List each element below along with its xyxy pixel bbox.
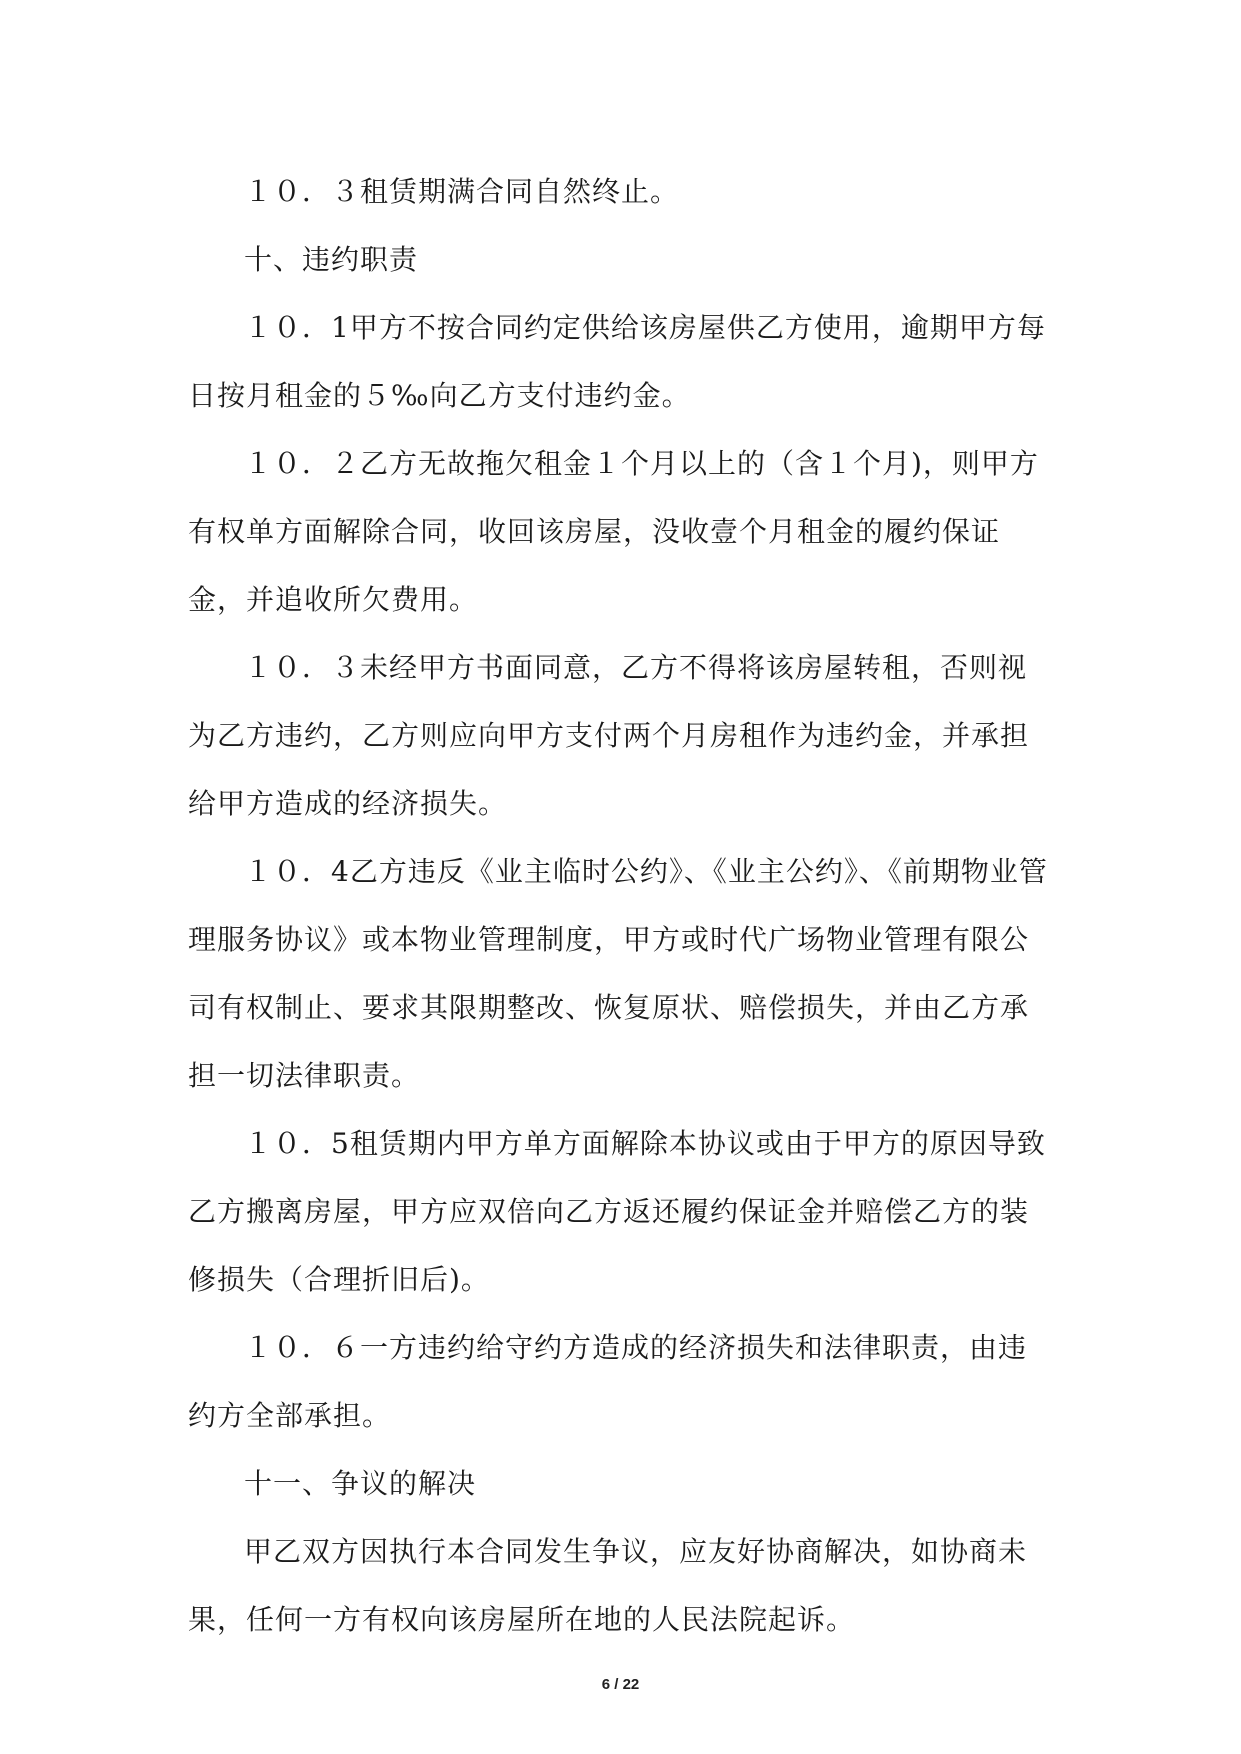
- section-heading-breach-liability: 十、违约职责: [244, 243, 419, 276]
- clause-10-5: １０．5租赁期内甲方单方面解除本协议或由于甲方的原因导致乙方搬离房屋，甲方应双倍向乙方返还履约保证金并赔偿乙方的装修损失（合理折旧后)。: [188, 1127, 1046, 1296]
- clause-10-3-sublet: １０．３未经甲方书面同意，乙方不得将该房屋转租，否则视为乙方违约，乙方则应向甲方支付两个月房租作为违约金，并承担给甲方造成的经济损失。: [188, 651, 1030, 820]
- dispute-resolution-text: 甲乙双方因执行本合同发生争议，应友好协商解决，如协商未果，任何一方有权向该房屋所在地的人民法院起诉。: [188, 1535, 1028, 1636]
- clause-10-6: １０．６一方违约给守约方造成的经济损失和法律职责，由违约方全部承担。: [188, 1331, 1028, 1432]
- clause-10-2: １０．２乙方无故拖欠租金１个月以上的（含１个月)，则甲方有权单方面解除合同，收回该房屋，没收壹个月租金的履约保证金，并追收所欠费用。: [188, 447, 1039, 616]
- page-number: 6 / 22: [601, 1676, 640, 1693]
- section-heading-dispute-resolution: 十一、争议的解决: [244, 1467, 477, 1500]
- clause-10-3-expiry: １０．３租赁期满合同自然终止。: [244, 175, 680, 208]
- document-body: [188, 158, 1050, 1654]
- clause-10-1: １０．1甲方不按合同约定供给该房屋供乙方使用，逾期甲方每日按月租金的５‰向乙方支付违约金。: [188, 311, 1046, 412]
- clause-10-4: １０．4乙方违反《业主临时公约》、《业主公约》、《前期物业管理服务协议》或本物业管理制度，甲方或时代广场物业管理有限公司有权制止、要求其限期整改、恢复原状、赔偿损失，并由乙方承担一切法律职责。: [188, 855, 1048, 1092]
